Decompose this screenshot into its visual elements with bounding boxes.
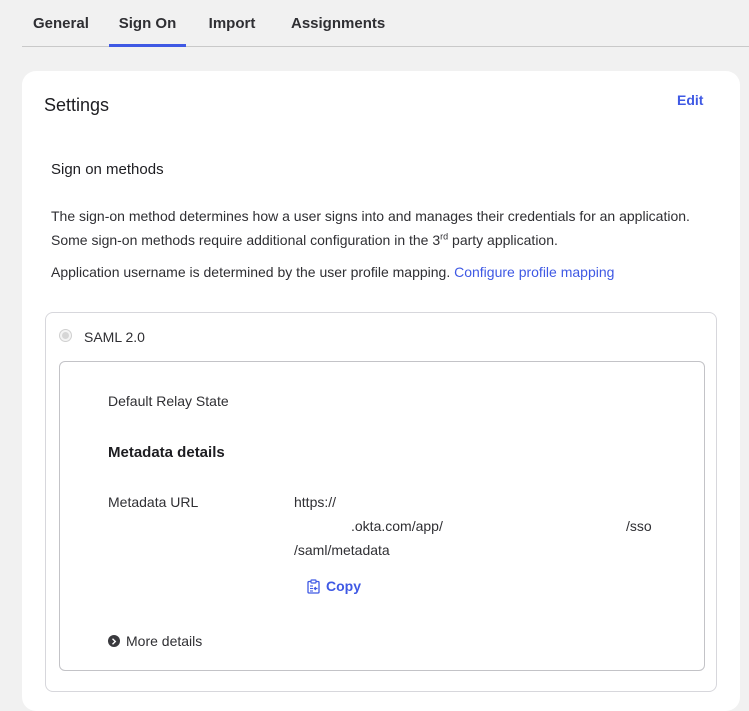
configure-profile-mapping-link[interactable]: Configure profile mapping — [454, 264, 615, 280]
saml-method-label: SAML 2.0 — [84, 329, 145, 345]
metadata-url-value: https:// — [294, 494, 337, 510]
metadata-details-heading: Metadata details — [108, 444, 225, 461]
copy-button[interactable] — [307, 578, 361, 594]
more-details-toggle[interactable] — [108, 633, 202, 649]
description-text: The sign-on method determines how a user signs into and manages their credentials for an application. Some sign-on methods require additional configuration in the 3 — [51, 208, 690, 248]
metadata-url-value: /sso — [626, 518, 652, 534]
settings-card — [22, 71, 740, 711]
copy-label: Copy — [326, 578, 361, 594]
tab-import[interactable]: Import — [208, 15, 256, 32]
more-details-label: More details — [126, 633, 203, 649]
tab-sign-on[interactable]: Sign On — [109, 0, 186, 47]
metadata-url-label: Metadata URL — [108, 494, 199, 510]
sign-on-methods-heading: Sign on methods — [51, 161, 164, 178]
edit-button[interactable]: Edit — [677, 92, 704, 108]
description-text-end: party application. — [448, 232, 558, 248]
chevron-right-circle-icon — [108, 635, 120, 647]
tab-bar — [22, 0, 749, 47]
saml-method-box — [45, 312, 717, 692]
description-superscript: rd — [440, 231, 449, 242]
tab-general[interactable]: General — [33, 15, 89, 32]
tab-assignments[interactable]: Assignments — [291, 15, 386, 32]
default-relay-state-label: Default Relay State — [108, 393, 229, 409]
profile-mapping-text — [51, 264, 711, 280]
sign-on-description — [51, 204, 711, 252]
saml-radio-button[interactable] — [59, 329, 72, 342]
metadata-url-value: /saml/metadata — [294, 542, 390, 558]
settings-title: Settings — [44, 95, 110, 115]
saml-details-panel — [59, 361, 705, 671]
clipboard-icon — [307, 579, 320, 594]
mapping-text: Application username is determined by the user profile mapping. — [51, 264, 455, 280]
metadata-url-value: .okta.com/app/ — [351, 518, 443, 534]
